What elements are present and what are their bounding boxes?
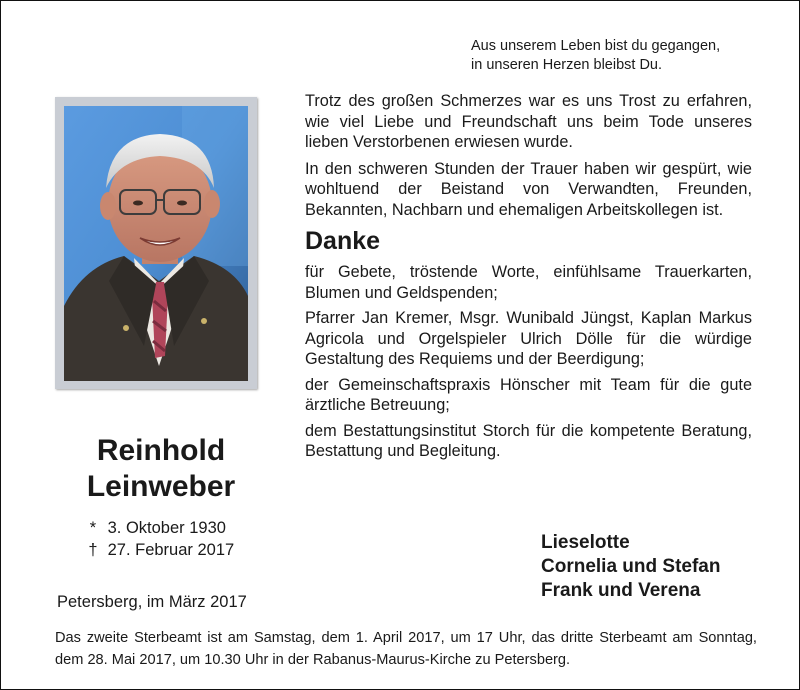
first-name: Reinhold — [96, 434, 226, 467]
thanks-item: dem Bestattungsinstitut Storch für die kompetente Beratung, Bestattung und Begleitung. — [305, 421, 752, 460]
intro-paragraph-2: In den schweren Stunden der Trauer haben wir gespürt, wie wohltuend der Beistand von Verwandten, Freunden, Bekannten, Nachbarn und ehemaligen Arbeitskollegen ist. — [305, 159, 752, 219]
death-row — [83, 539, 234, 561]
danke-heading: Danke — [305, 227, 381, 255]
signers — [541, 531, 720, 603]
thank-you-text — [305, 91, 752, 467]
death-date: 27. Februar 2017 — [107, 541, 235, 559]
birth-row — [83, 517, 234, 539]
thanks-item: für Gebete, tröstende Worte, einfühlsame Trauerkarten, Blumen und Geldspenden; — [305, 263, 752, 302]
life-dates — [83, 517, 234, 561]
place-and-date: Petersberg, im März 2017 — [57, 593, 247, 611]
portrait-photo — [64, 106, 248, 381]
portrait-frame — [55, 97, 257, 389]
signer: Lieselotte — [541, 532, 630, 553]
deceased-name — [61, 433, 261, 505]
birth-date: 3. Oktober 1930 — [107, 519, 226, 537]
epigraph — [471, 37, 720, 75]
intro-paragraph-1: Trotz des großen Schmerzes war es uns Trost zu erfahren, wie viel Liebe und Freundschaft uns beim Tode unseres lieben Verstorbenen erwiesen wurde. — [305, 92, 752, 151]
signer: Cornelia und Stefan — [541, 556, 721, 577]
portrait-illustration — [64, 106, 248, 381]
signer: Frank und Verena — [541, 580, 701, 601]
birth-symbol: * — [89, 519, 97, 537]
epigraph-line-2: in unseren Herzen bleibst Du. — [471, 57, 663, 73]
service-announcement: Das zweite Sterbeamt ist am Samstag, dem 1. April 2017, um 17 Uhr, das dritte Sterbeamt am Sonntag, dem 28. Mai 2017, um 10.30 Uhr in der Rabanus-Maurus-Kirche zu Petersberg. — [55, 630, 757, 668]
thanks-item: Pfarrer Jan Kremer, Msgr. Wunibald Jüngst, Kaplan Markus Agricola und Orgelspieler Ulrich Dölle für die würdige Gestaltung des Requiems und der Beerdigung; — [305, 309, 752, 368]
epigraph-line-1: Aus unserem Leben bist du gegangen, — [471, 38, 721, 54]
thanks-item: der Gemeinschaftspraxis Hönscher mit Team für die gute ärztliche Betreuung; — [305, 375, 752, 414]
cross-symbol: † — [88, 541, 98, 559]
last-name: Leinweber — [86, 470, 236, 503]
